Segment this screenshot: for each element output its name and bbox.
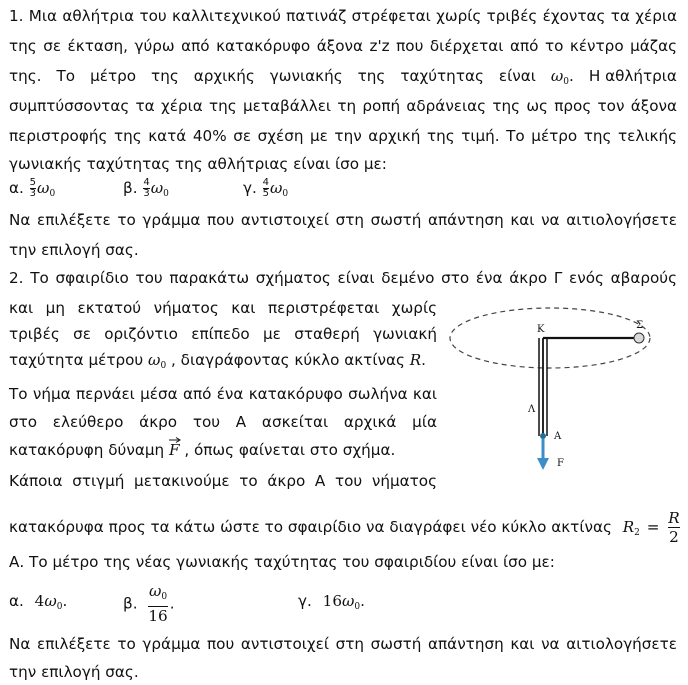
q2-option-a: α. $4\omega_0$. bbox=[9, 592, 68, 612]
q1-word: γωνιακής bbox=[269, 67, 343, 85]
label-F: F bbox=[557, 458, 564, 469]
label-Sigma: Σ bbox=[636, 320, 644, 331]
q1-instruction-line-1: Να επιλέξετε το γράμμα που αντιστοιχεί στη σωστή απάντηση και να αιτιολογήσετε bbox=[9, 211, 677, 229]
q2-left-line-3: ταχύτητα μέτρου $\omega_0$ , διαγράφοντας κύκλο ακτίνας R. bbox=[9, 351, 426, 371]
label-K: Κ bbox=[537, 324, 545, 335]
fraction: $\frac{5}{3}$ bbox=[29, 177, 37, 199]
q1-word: ταχύτητας bbox=[400, 67, 484, 85]
physics-figure bbox=[440, 300, 660, 480]
force-arrow-head bbox=[537, 458, 549, 470]
q2-option-c: γ. $16\omega_0$. bbox=[298, 592, 365, 612]
fraction-omega-over-16: $\frac{\omega_0}{16}$ bbox=[148, 582, 168, 625]
force-vector: F bbox=[169, 440, 180, 460]
q2-new-radius-line: κατακόρυφα προς τα κάτω ώστε το σφαιρίδιο να διαγράφει νέο κύκλο ακτίνας $R_2$ = $\frac{R}{2}$ bbox=[9, 509, 680, 546]
q1-line-3-tail: Η αθλήτρια bbox=[588, 67, 677, 85]
q1-line-6: γωνιακής ταχύτητας της αθλήτριας είναι ίσο με: bbox=[9, 155, 387, 173]
omega-zero: $\omega_0$. bbox=[550, 67, 574, 87]
q2-left-line-4: Το νήμα περνάει μέσα από ένα κατακόρυφο σωλήνα και bbox=[9, 385, 437, 403]
q2-left-line-1: και μη εκτατού νήματος και περιστρέφεται χωρίς bbox=[9, 299, 437, 317]
q1-line-5: περιστροφής της κατά 40% σε σχέση με την αρχική της τιμή. Το μέτρο της τελικής bbox=[9, 127, 677, 145]
q2-option-b: β. $\frac{\omega_0}{16}$ . bbox=[123, 582, 175, 625]
q1-instruction-line-2: την επιλογή σας. bbox=[9, 241, 139, 259]
fraction: $\frac{4}{3}$ bbox=[143, 177, 150, 199]
label-A: Α bbox=[554, 431, 562, 442]
q2-left-line-7: Κάποια στιγμή μετακινούμε το άκρο Α του νήματος bbox=[9, 472, 437, 490]
q1-line-1: 1. Μια αθλήτρια του καλλιτεχνικού πατινάζ στρέφεται χωρίς τριβές έχοντας τα χέρια bbox=[9, 7, 677, 25]
sphere bbox=[634, 333, 644, 343]
q1-word: της bbox=[151, 67, 179, 85]
vector-arrow-icon bbox=[169, 437, 181, 443]
q1-option-b: β. $\frac{4}{3}$ $\omega_0$ bbox=[123, 177, 169, 199]
fraction: $\frac{4}{5}$ bbox=[262, 177, 270, 199]
q1-word: της. bbox=[9, 67, 42, 85]
fraction-R-over-2: $\frac{R}{2}$ bbox=[668, 509, 680, 546]
q2-line-1: 2. Το σφαιρίδιο του παρακάτω σχήματος είναι δεμένο στο ένα άκρο Γ ενός αβαρούς bbox=[9, 269, 677, 287]
q2-left-line-5: στο ελεύθερο άκρο του Α ασκείται αρχικά μία bbox=[9, 413, 437, 431]
q2-instruction-line-2: την επιλογή σας. bbox=[9, 663, 139, 681]
q1-word: μέτρο bbox=[90, 67, 137, 85]
q2-instruction-line-1: Να επιλέξετε το γράμμα που αντιστοιχεί στη σωστή απάντηση και να αιτιολογήσετε bbox=[9, 635, 677, 653]
q1-line-4: συμπτύσσοντας τα χέρια της μεταβάλλει τη ροπή αδράνειας της ως προς τον άξονα bbox=[9, 97, 677, 115]
point-A bbox=[540, 433, 546, 439]
q2-A-question: Α. Το μέτρο της νέας γωνιακής ταχύτητας του σφαιριδίου είναι ίσο με: bbox=[9, 553, 555, 571]
q1-line-2: της σε έκταση, γύρω από κατακόρυφο άξονα z'z που διέρχεται από το κέντρο μάζας bbox=[9, 37, 677, 55]
omega-zero: $\omega_0$ bbox=[148, 351, 167, 371]
label-Lambda: Λ bbox=[528, 404, 536, 415]
q1-line-3 bbox=[9, 66, 677, 92]
q1-word: είναι bbox=[498, 67, 536, 85]
q2-left-line-6: κατακόρυφη δύναμη F , όπως φαίνεται στο σχήμα. bbox=[9, 440, 395, 460]
q1-word: Το bbox=[56, 67, 76, 85]
q1-option-c: γ. $\frac{4}{5}$ $\omega_0$ bbox=[243, 177, 289, 199]
q1-option-a: α. $\frac{5}{3}$ $\omega_0$ bbox=[9, 177, 56, 199]
q1-word: αρχικής bbox=[193, 67, 255, 85]
q1-word: της bbox=[357, 67, 386, 85]
q2-left-line-2: τριβές σε οριζόντιο επίπεδο με σταθερή γωνιακή bbox=[9, 325, 437, 343]
